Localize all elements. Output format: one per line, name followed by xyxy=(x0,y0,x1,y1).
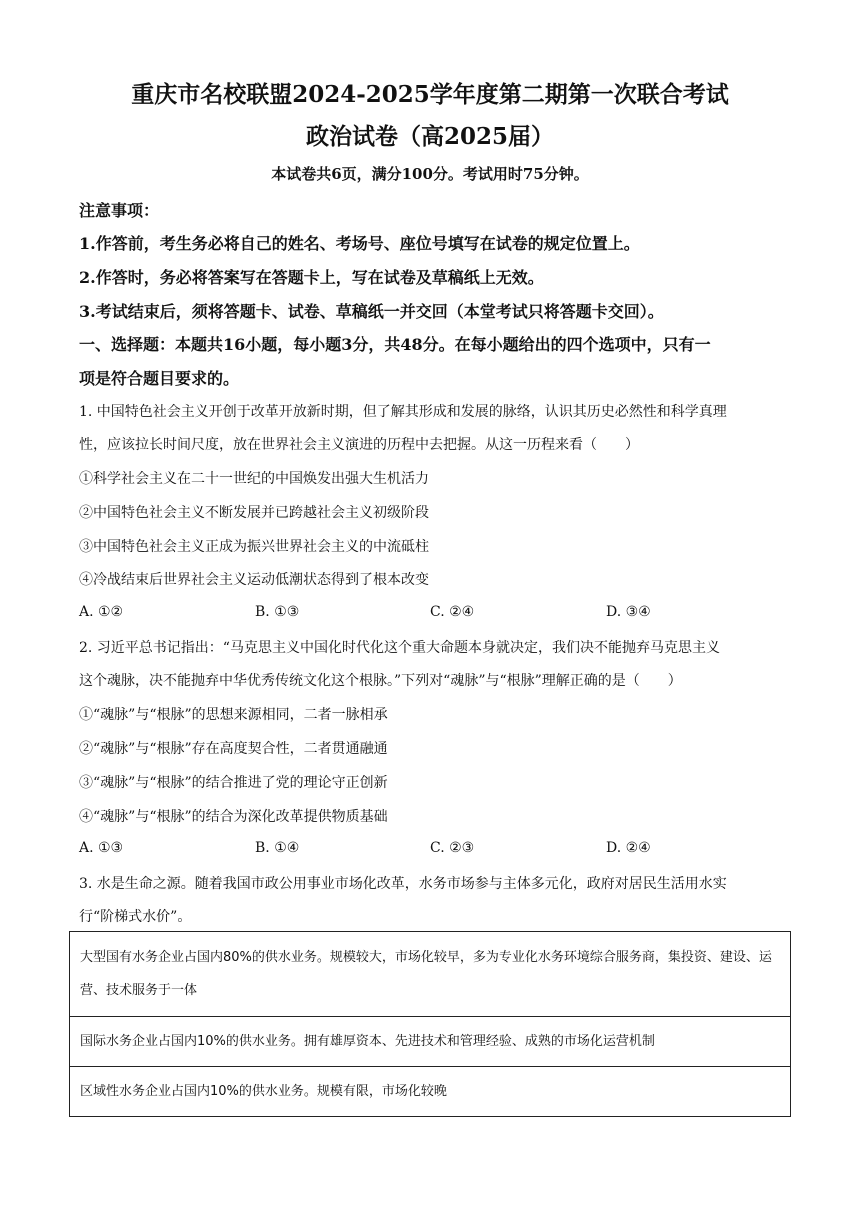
q1-stem-cont: 性，应该拉长时间尺度，放在世界社会主义演进的历程中去把握。从这一历程来看（ ） xyxy=(79,437,639,453)
exam-info: 本试卷共6页，满分100分。考试用时75分钟。 xyxy=(271,165,589,183)
notice-item: 3.考试结束后，须将答题卡、试卷、草稿纸一并交回（本堂考试只将答题卡交回）。 xyxy=(79,302,664,321)
q1-statement: ②中国特色社会主义不断发展并已跨越社会主义初级阶段 xyxy=(79,505,429,521)
table-cell: 国际水务企业占国内10%的供水业务。拥有雄厚资本、先进技术和管理经验、成熟的市场化运营机制 xyxy=(70,1017,791,1067)
q2-statement: ③“魂脉”与“根脉”的结合推进了党的理论守正创新 xyxy=(79,775,388,791)
q1-option-a[interactable]: A. ①② xyxy=(79,604,124,620)
table-cell: 区域性水务企业占国内10%的供水业务。规模有限，市场化较晚 xyxy=(70,1067,791,1117)
exam-title: 重庆市名校联盟2024-2025学年度第二期第一次联合考试 xyxy=(131,81,729,108)
q1-option-d[interactable]: D. ③④ xyxy=(606,604,651,620)
q2-statement: ②“魂脉”与“根脉”存在高度契合性，二者贯通融通 xyxy=(79,741,388,757)
table-row xyxy=(70,1067,791,1117)
q2-option-b[interactable]: B. ①④ xyxy=(255,840,300,856)
section-heading-cont: 项是符合题目要求的。 xyxy=(79,369,240,388)
q1-statement: ④冷战结束后世界社会主义运动低潮状态得到了根本改变 xyxy=(79,572,429,588)
q2-option-c[interactable]: C. ②③ xyxy=(430,840,475,856)
q2-option-d[interactable]: D. ②④ xyxy=(606,840,651,856)
notice-item: 2.作答时，务必将答案写在答题卡上，写在试卷及草稿纸上无效。 xyxy=(79,268,544,287)
q2-stem-cont: 这个魂脉，决不能抛弃中华优秀传统文化这个根脉。”下列对“魂脉”与“根脉”理解正确的是（ ） xyxy=(79,673,682,689)
q3-stem: 3. 水是生命之源。随着我国市政公用事业市场化改革，水务市场参与主体多元化，政府对居民生活用水实 xyxy=(79,876,727,892)
section-heading: 一、选择题：本题共16小题，每小题3分，共48分。在每小题给出的四个选项中，只有一 xyxy=(79,335,711,354)
exam-subject-title: 政治试卷（高2025届） xyxy=(305,123,554,150)
q3-stem-cont: 行“阶梯式水价”。 xyxy=(79,909,192,925)
q2-option-a[interactable]: A. ①③ xyxy=(79,840,124,856)
q1-option-b[interactable]: B. ①③ xyxy=(255,604,300,620)
q2-statement: ①“魂脉”与“根脉”的思想来源相同，二者一脉相承 xyxy=(79,707,388,723)
q2-statement: ④“魂脉”与“根脉”的结合为深化改革提供物质基础 xyxy=(79,809,388,825)
q1-statement: ③中国特色社会主义正成为振兴世界社会主义的中流砥柱 xyxy=(79,539,429,555)
notice-heading: 注意事项： xyxy=(79,201,160,220)
table-row xyxy=(70,1017,791,1067)
table-cell: 大型国有水务企业占国内80%的供水业务。规模较大，市场化较早，多为专业化水务环境综合服务商，集投资、建设、运营、技术服务于一体 xyxy=(70,932,791,1017)
table-row xyxy=(70,932,791,1017)
q2-stem: 2. 习近平总书记指出：“马克思主义中国化时代化这个重大命题本身就决定，我们决不能抛弃马克思主义 xyxy=(79,640,720,656)
q1-statement: ①科学社会主义在二十一世纪的中国焕发出强大生机活力 xyxy=(79,471,429,487)
q1-stem: 1. 中国特色社会主义开创于改革开放新时期，但了解其形成和发展的脉络，认识其历史必然性和科学真理 xyxy=(79,404,727,420)
q1-option-c[interactable]: C. ②④ xyxy=(430,604,475,620)
notice-item: 1.作答前，考生务必将自己的姓名、考场号、座位号填写在试卷的规定位置上。 xyxy=(79,234,640,253)
water-enterprise-table xyxy=(69,931,791,1117)
